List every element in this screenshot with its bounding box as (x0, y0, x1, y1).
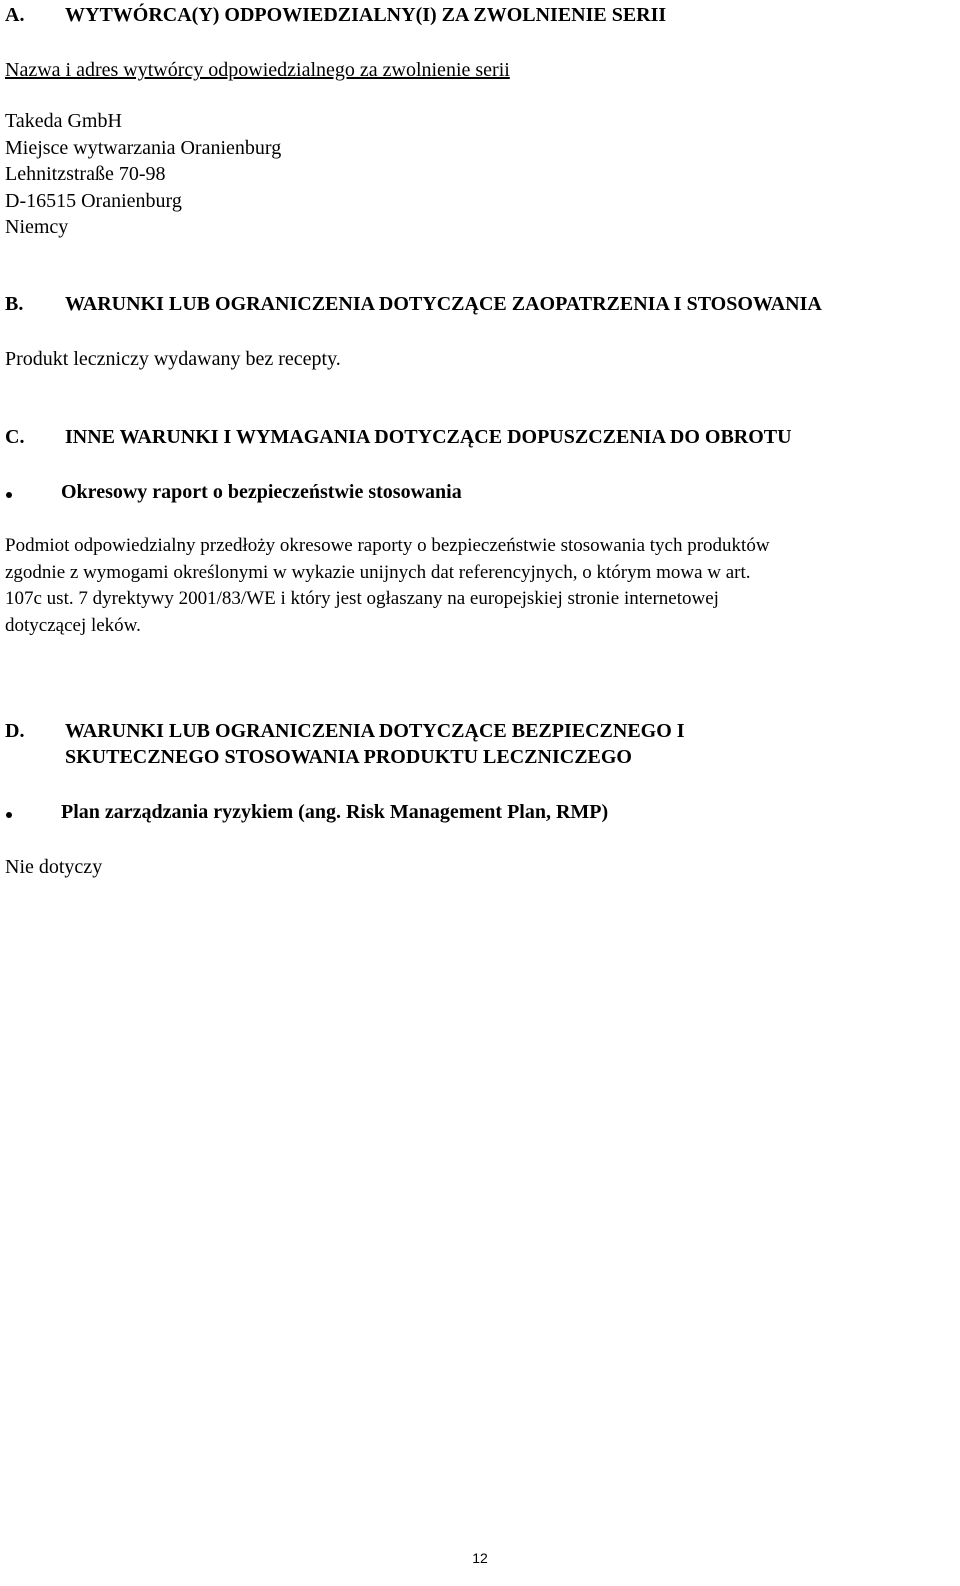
paragraph-line: 107c ust. 7 dyrektywy 2001/83/WE i który jest ogłaszany na europejskiej stronie internetowej (5, 588, 719, 609)
section-b-label: B. (5, 293, 24, 315)
section-a-title: WYTWÓRCA(Y) ODPOWIEDZIALNY(I) ZA ZWOLNIENIE SERII (65, 4, 667, 26)
section-c-label: C. (5, 426, 25, 448)
section-d-bullet-text: Plan zarządzania ryzykiem (ang. Risk Management Plan, RMP) (61, 801, 609, 823)
page-number: 12 (472, 1550, 488, 1566)
section-d-title-line-1: WARUNKI LUB OGRANICZENIA DOTYCZĄCE BEZPIECZNEGO I (65, 720, 685, 742)
address-line-1: Takeda GmbH (5, 110, 122, 132)
section-c-bullet-text: Okresowy raport o bezpieczeństwie stosowania (61, 481, 462, 503)
address-line-4: D-16515 Oranienburg (5, 190, 182, 212)
paragraph-line: zgodnie z wymogami określonymi w wykazie unijnych dat referencyjnych, o którym mowa w art. (5, 561, 751, 583)
section-d-bullet (0, 801, 960, 827)
address-line-2: Miejsce wytwarzania Oranienburg (5, 137, 282, 159)
section-d-heading (5, 720, 955, 774)
paragraph-line: Podmiot odpowiedzialny przedłoży okresowe raporty o bezpieczeństwie stosowania tych produktów (5, 535, 770, 556)
section-c-title: INNE WARUNKI I WYMAGANIA DOTYCZĄCE DOPUSZCZENIA DO OBROTU (65, 426, 792, 448)
section-a-label: A. (5, 4, 25, 26)
section-c-paragraph (5, 533, 955, 639)
bullet-icon (6, 812, 12, 818)
section-a-subheading: Nazwa i adres wytwórcy odpowiedzialnego za zwolnienie serii (5, 59, 510, 81)
bullet-icon (6, 492, 12, 498)
section-d-title-line-2: SKUTECZNEGO STOSOWANIA PRODUKTU LECZNICZEGO (65, 746, 632, 768)
section-b-title: WARUNKI LUB OGRANICZENIA DOTYCZĄCE ZAOPATRZENIA I STOSOWANIA (65, 293, 822, 315)
section-b-text: Produkt leczniczy wydawany bez recepty. (5, 348, 341, 370)
section-c-bullet (0, 481, 960, 507)
section-d-text: Nie dotyczy (5, 856, 103, 878)
address-line-3: Lehnitzstraße 70-98 (5, 163, 166, 185)
section-d-label: D. (5, 720, 25, 742)
address-line-5: Niemcy (5, 216, 69, 238)
paragraph-line: dotyczącej leków. (5, 614, 141, 636)
